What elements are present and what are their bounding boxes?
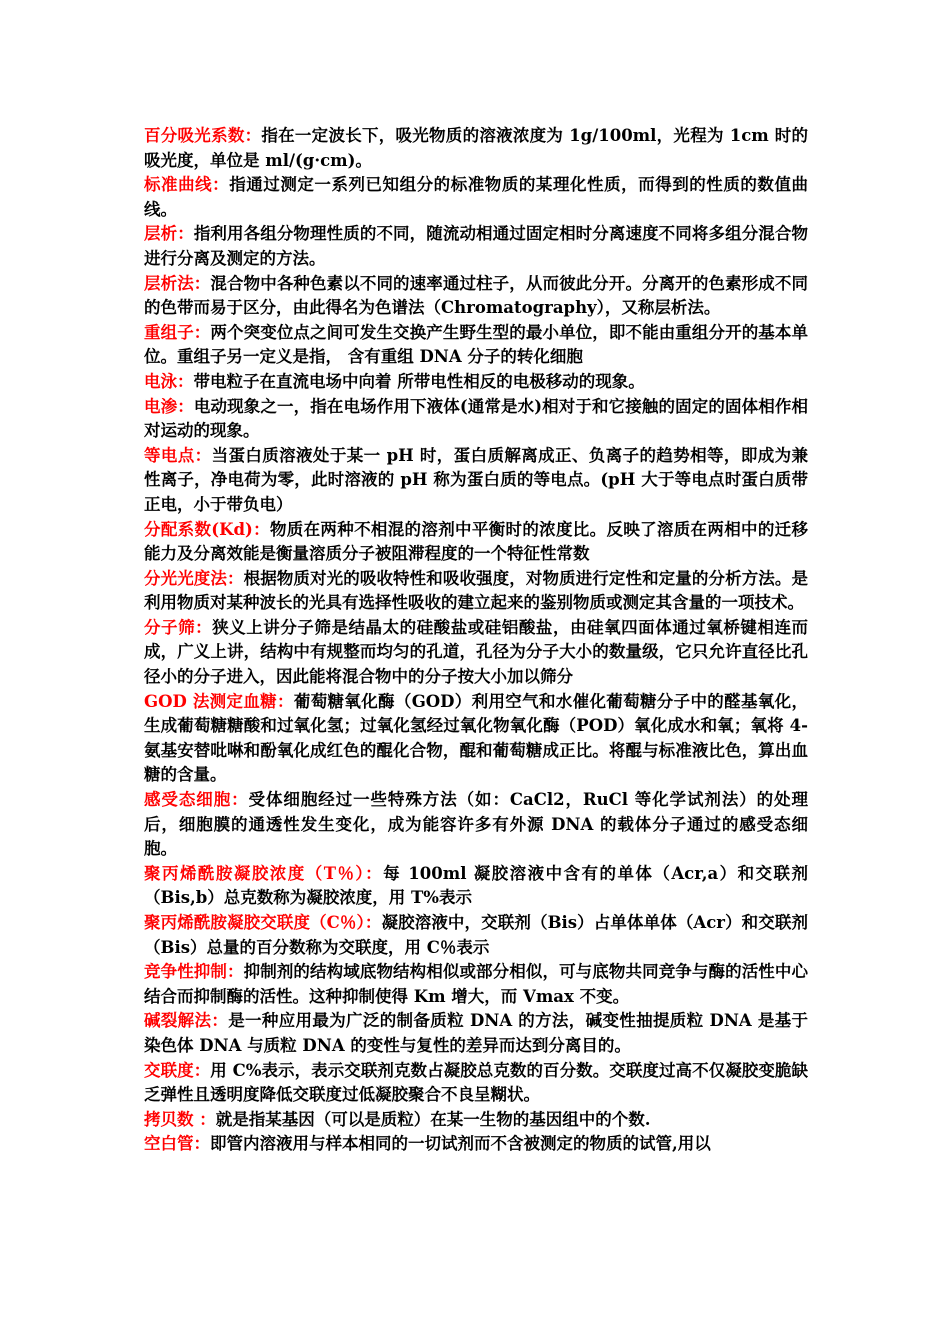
entry-gel-crosslinking bbox=[144, 911, 808, 960]
entry-crosslinking-degree bbox=[144, 1059, 808, 1108]
entry-alkaline-lysis bbox=[144, 1009, 808, 1058]
term: 聚丙烯酰胺凝胶浓度（T％）： bbox=[144, 863, 384, 883]
term: 聚丙烯酰胺凝胶交联度（C％）： bbox=[144, 913, 382, 932]
term: 层析法： bbox=[144, 273, 211, 293]
entry-partition-coefficient bbox=[144, 518, 808, 567]
definition: 凝胶溶液中，交联剂（Bis）占单体单体（Acr）和交联剂（Bis）总量的百分数称为交联度，用 C％表示 bbox=[144, 913, 809, 957]
term: 感受态细胞： bbox=[144, 790, 249, 810]
definition: 每 100ml 凝胶溶液中含有的单体（Acr,a）和交联剂（Bis,b）总克数称为凝胶浓度，用 T%表示 bbox=[144, 863, 809, 908]
definition: 就是指某基因（可以是质粒）在某一生物的基因组中的个数. bbox=[215, 1109, 651, 1129]
entry-competitive-inhibition bbox=[144, 960, 808, 1009]
document-page bbox=[144, 124, 808, 1157]
definition: 带电粒子在直流电场中向着 所带电性相反的电极移动的现象。 bbox=[193, 371, 645, 391]
definition: 物质在两种不相混的溶剂中平衡时的浓度比。反映了溶质在两相中的迁移能力及分离效能是衡量溶质分子被阻滞程度的一个特征性常数 bbox=[144, 519, 809, 564]
term: 拷贝数 ： bbox=[144, 1109, 216, 1129]
definition: 指在一定波长下，吸光物质的溶液浓度为 1g/100ml，光程为 1cm 时的吸光度，单位是 ml/(g·cm)。 bbox=[144, 126, 809, 170]
entry-chromatography-method bbox=[144, 272, 808, 321]
entry-absorptivity bbox=[144, 124, 808, 173]
entry-molecular-sieve bbox=[144, 616, 808, 690]
entry-standard-curve bbox=[144, 173, 808, 222]
term: 电泳： bbox=[144, 371, 194, 391]
term: GOD 法测定血糖： bbox=[144, 691, 294, 711]
definition: 混合物中各种色素以不同的速率通过柱子，从而彼此分开。分离开的色素形成不同的色带而易于区分，由此得名为色谱法（Chromatography），又称层析法。 bbox=[144, 273, 809, 318]
definition: 即管内溶液用与样本相同的一切试剂而不含被测定的物质的试管,用以 bbox=[210, 1134, 711, 1154]
definition: 当蛋白质溶液处于某一 pH 时，蛋白质解离成正、负离子的趋势相等，即成为兼性离子，净电荷为零，此时溶液的 pH 称为蛋白质的等电点。(pH 大于等电点时蛋白质带正电，小于带负电） bbox=[144, 445, 809, 514]
definition: 两个突变位点之间可发生交换产生野生型的最小单位，即不能由重组分开的基本单位。重组子另一定义是指， 含有重组 DNA 分子的转化细胞 bbox=[144, 322, 809, 367]
term: 竞争性抑制： bbox=[144, 962, 244, 982]
entry-blank-tube bbox=[144, 1132, 808, 1157]
term: 分子筛： bbox=[144, 617, 213, 637]
entry-spectrophotometry bbox=[144, 567, 808, 616]
definition: 指利用各组分物理性质的不同，随流动相通过固定相时分离速度不同将多组分混合物进行分离及测定的方法。 bbox=[144, 224, 809, 268]
entry-electroosmosis bbox=[144, 395, 808, 444]
definition: 指通过测定一系列已知组分的标准物质的某理化性质，而得到的性质的数值曲线。 bbox=[144, 175, 809, 219]
term: 百分吸光系数： bbox=[144, 126, 262, 145]
term: 电渗： bbox=[144, 396, 194, 416]
term: 层析： bbox=[144, 224, 194, 244]
definition: 狭义上讲分子筛是结晶太的硅酸盐或硅铝酸盐，由硅氧四面体通过氧桥键相连而成，广义上讲，结构中有规整而均匀的孔道，孔径为分子大小的数量级，它只允许直径比孔径小的分子进入，因此能将混合物中的分子按大小加以筛分 bbox=[144, 617, 809, 687]
term: 碱裂解法： bbox=[144, 1011, 229, 1031]
entry-chromatography bbox=[144, 222, 808, 271]
definition: 电动现象之一，指在电场作用下液体(通常是水)相对于和它接触的固定的固体相作相对运动的现象。 bbox=[144, 396, 808, 441]
term: 分配系数(Kd)： bbox=[144, 519, 270, 539]
entry-recon bbox=[144, 321, 808, 370]
entry-electrophoresis bbox=[144, 370, 808, 395]
definition: 用 C%表示，表示交联剂克数占凝胶总克数的百分数。交联度过高不仅凝胶变脆缺乏弹性且透明度降低交联度过低凝胶聚合不良呈糊状。 bbox=[144, 1060, 808, 1105]
term: 等电点： bbox=[144, 445, 212, 465]
term: 分光光度法： bbox=[144, 568, 244, 588]
definition: 抑制剂的结构域底物结构相似或部分相似，可与底物共同竞争与酶的活性中心结合而抑制酶的活性。这种抑制使得 Km 增大，而 Vmax 不变。 bbox=[144, 962, 809, 1006]
definition: 根据物质对光的吸收特性和吸收强度，对物质进行定性和定量的分析方法。是利用物质对某种波长的光具有选择性吸收的建立起来的鉴别物质或测定其含量的一项技术。 bbox=[144, 568, 809, 613]
entry-isoelectric-point bbox=[144, 444, 808, 518]
entry-gel-concentration bbox=[144, 862, 808, 911]
term: 重组子： bbox=[144, 322, 211, 342]
entry-god-method bbox=[144, 690, 808, 788]
term: 标准曲线： bbox=[144, 175, 230, 195]
term: 交联度： bbox=[144, 1060, 211, 1080]
term: 空白管： bbox=[144, 1134, 210, 1154]
entry-competent-cell bbox=[144, 788, 808, 862]
entry-copy-number bbox=[144, 1108, 808, 1133]
definition: 受体细胞经过一些特殊方法（如：CaCl2，RuCl 等化学试剂法）的处理后，细胞膜的通透性发生变化，成为能容许多有外源 DNA 的载体分子通过的感受态细胞。 bbox=[144, 790, 809, 859]
definition: 葡萄糖氧化酶（GOD）利用空气和水催化葡萄糖分子中的醛基氧化，生成葡萄糖糖酸和过氧化氢；过氧化氢经过氧化物氧化酶（POD）氧化成水和氧；氧将 4-氨基安替吡啉和酚氧化成红色的醌化合物，醌和葡萄糖成正比。将醌与标准液比色，算出血糖的含量。 bbox=[144, 691, 808, 785]
definition: 是一种应用最为广泛的制备质粒 DNA 的方法，碱变性抽提质粒 DNA 是基于染色体 DNA 与质粒 DNA 的变性与复性的差异而达到分离目的。 bbox=[144, 1011, 808, 1055]
